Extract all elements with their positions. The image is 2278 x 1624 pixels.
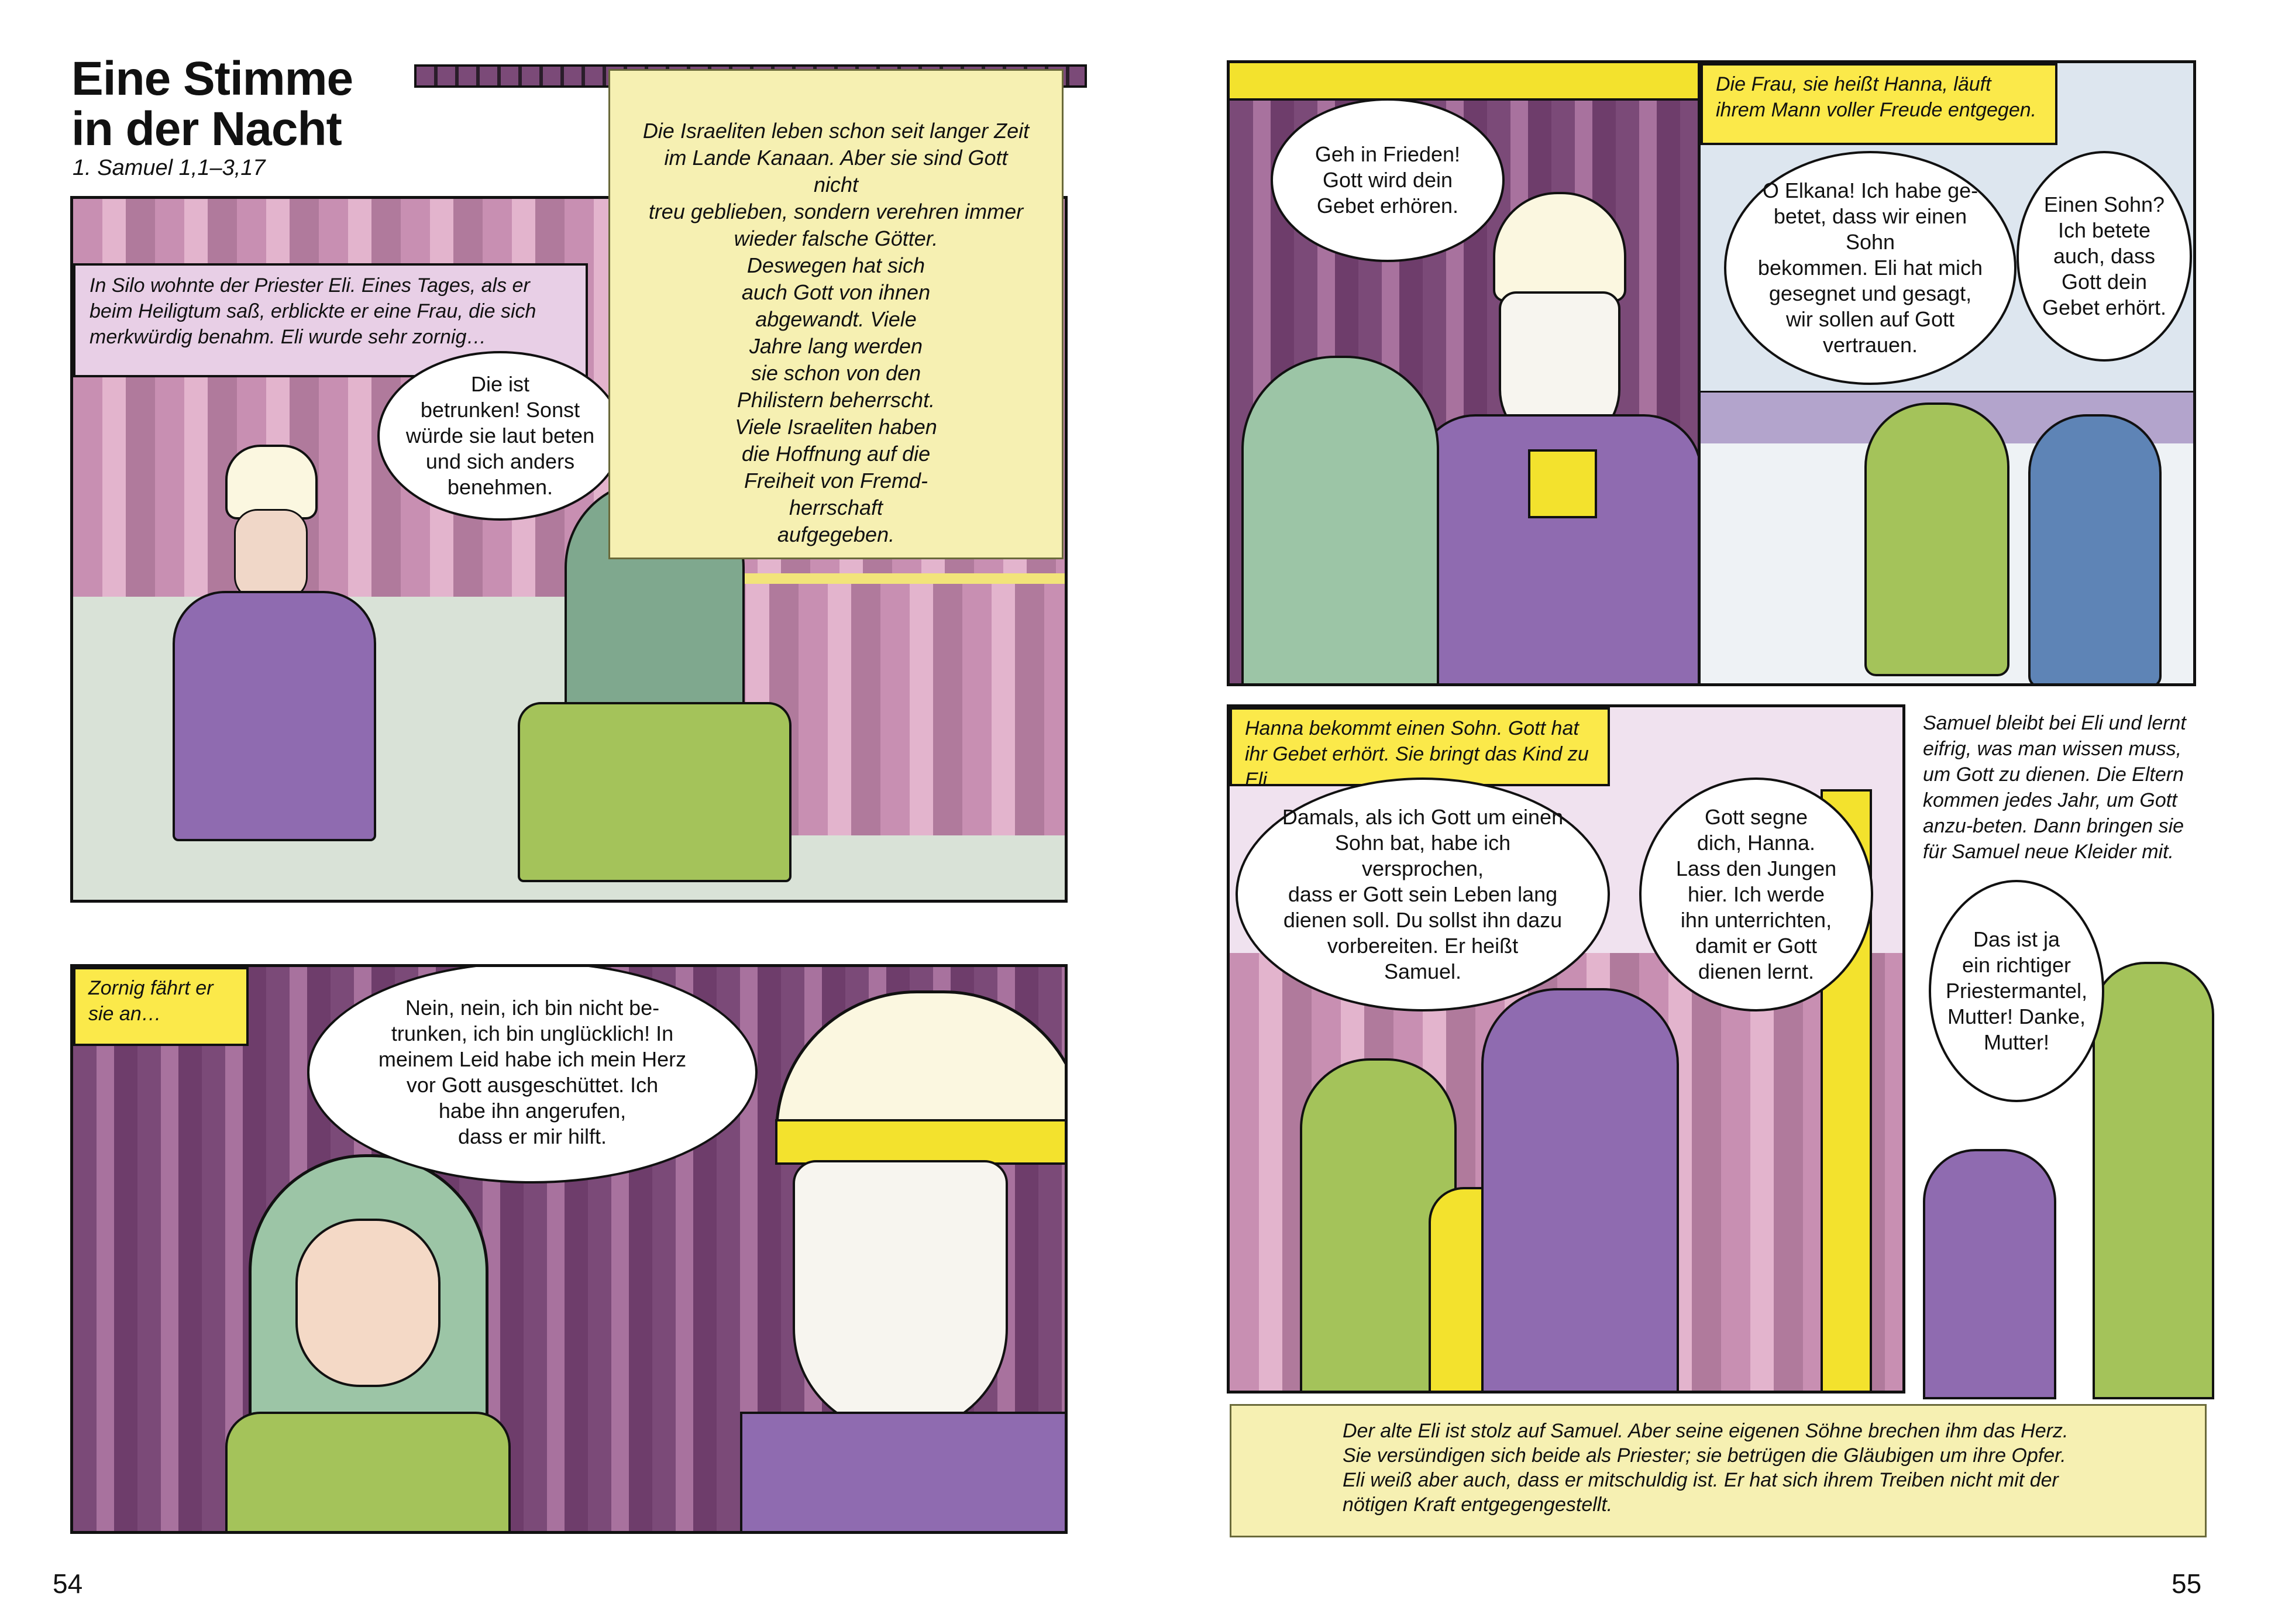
title-line-2: in der Nacht	[71, 102, 342, 156]
elkana-figure	[2028, 414, 2162, 686]
eli-turban	[1493, 192, 1626, 302]
eli-standing	[1417, 192, 1698, 686]
panel-3-speech-bubble: Geh in Frieden! Gott wird dein Gebet erhören.	[1271, 98, 1505, 262]
panel-5-speech-bubble-hanna: Damals, als ich Gott um einen Sohn bat, habe ich versprochen, dass er Gott sein Leben lang dienen soll. Du sollst ihn dazu vorbereiten. Er heißt Samuel.	[1236, 777, 1610, 1011]
eli-purple-robe	[740, 1412, 1068, 1534]
panel-1-caption: In Silo wohnte der Priester Eli. Eines Tages, als er beim Heiligtum saß, erblickte er eine Frau, die sich merkwürdig benahm. Eli wurde sehr zornig…	[73, 263, 588, 377]
page-number-left: 54	[53, 1568, 83, 1599]
panel-3-yellow-valance	[1230, 63, 1704, 101]
hanna-green-dress	[225, 1412, 511, 1534]
hanna-figure-closeup	[178, 1143, 541, 1534]
hanna-running	[1864, 402, 2009, 676]
panel-4-speech-bubble-hanna: O Elkana! Ich habe ge- betet, dass wir einen Sohn bekommen. Eli hat mich gesegnet und gesagt, wir sollen auf Gott vertrauen.	[1724, 151, 2017, 385]
panel-3	[1227, 60, 1704, 686]
panel-2	[70, 964, 1068, 1534]
panel-4-speech-bubble-elkana: Einen Sohn? Ich betete auch, dass Gott dein Gebet erhört.	[2017, 151, 2192, 362]
samuel-in-robe	[1923, 1149, 2056, 1399]
panel-4-caption: Die Frau, sie heißt Hanna, läuft ihrem Mann voller Freude entgegen.	[1701, 63, 2057, 145]
page-title	[71, 54, 376, 154]
panel-5	[1227, 704, 1905, 1394]
eli-face	[234, 509, 308, 600]
panel-1-speech-bubble: Die ist betrunken! Sonst würde sie laut beten und sich anders benehmen.	[377, 351, 623, 521]
panel-6-speech-bubble: Das ist ja ein richtiger Priestermantel, Mutter! Danke, Mutter!	[1929, 880, 2104, 1102]
panel-5-speech-bubble-eli: Gott segne dich, Hanna. Lass den Jungen hier. Ich werde ihn unterrichten, damit er Gott dienen lernt.	[1639, 777, 1873, 1011]
eli-robe	[173, 591, 376, 841]
hanna-dress	[518, 702, 792, 882]
history-scroll: Die Israeliten leben schon seit langer Zeit im Lande Kanaan. Aber sie sind Gott nicht treu geblieben, sondern verehren immer wieder falsche Götter. Deswegen hat sich auch Gott von ihnen abgewandt. Viele Jahre lang werden sie schon von den Philistern beherrscht. Viele Israeliten haben die Hoffnung auf die Freiheit von Fremd- herrschaft aufgegeben.	[608, 69, 1064, 559]
panel-2-speech-bubble: Nein, nein, ich bin nicht be- trunken, ich bin unglücklich! In meinem Leid habe ich mein Herz vor Gott ausgeschüttet. Ich habe ihn angerufen, dass er mir hilft.	[307, 964, 758, 1183]
panel-5-caption: Hanna bekommt einen Sohn. Gott hat ihr Gebet erhört. Sie bringt das Kind zu Eli.	[1230, 707, 1610, 786]
right-page	[1139, 0, 2278, 1624]
eli-receiving	[1481, 988, 1679, 1394]
eli-beard	[793, 1160, 1008, 1434]
panel-2-caption: Zornig fährt er sie an…	[73, 967, 249, 1046]
eli-headband	[775, 1119, 1068, 1165]
bottom-scroll: Der alte Eli ist stolz auf Samuel. Aber seine eigenen Söhne brechen ihm das Herz. Sie versündigen sich beide als Priester; sie betrügen die Gläubigen um ihre Opfer. Eli weiß aber auch, dass er mitschuldig ist. Er hat sich ihrem Treiben nicht mit der nötigen Kraft entgegengestellt.	[1230, 1404, 2207, 1537]
eli-closeup	[705, 990, 1068, 1534]
panel-6-narration: Samuel bleibt bei Eli und lernt eifrig, was man wissen muss, um Gott zu dienen. Die Eltern kommen jedes Jahr, um Gott anzu-beten. Dann bringen sie für Samuel neue Kleider mit.	[1923, 712, 2186, 863]
mother-hanna	[2093, 962, 2214, 1399]
hanna-face	[295, 1219, 441, 1387]
hanna-praying	[1241, 356, 1439, 686]
eli-turban	[225, 445, 318, 519]
page-number-right: 55	[2172, 1568, 2202, 1599]
breastplate	[1528, 449, 1597, 518]
bible-reference: 1. Samuel 1,1–3,17	[73, 156, 266, 180]
panel-4	[1698, 60, 2196, 686]
eli-figure	[161, 445, 383, 842]
title-line-1: Eine Stimme	[71, 52, 353, 105]
panel-6	[1905, 704, 2210, 1395]
